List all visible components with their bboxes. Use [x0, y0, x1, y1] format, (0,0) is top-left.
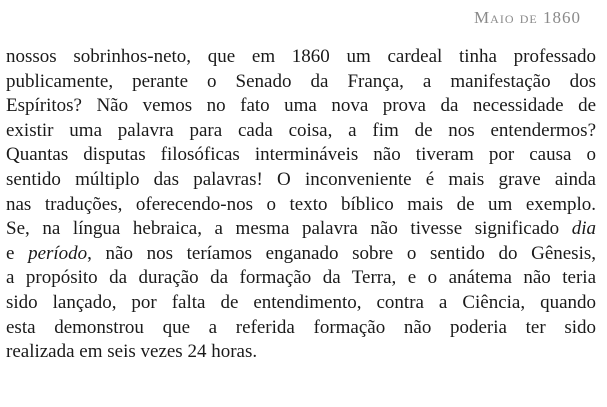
text-line-with-italic: [6, 217, 596, 242]
text-line: esta demonstrou que a referida formação não poderia ter sido: [6, 316, 596, 338]
text-line: a propósito da duração da formação da Terra, e o anátema não teria: [6, 267, 596, 289]
text-line: nossos sobrinhos-neto, que em 1860 um cardeal tinha professado: [6, 46, 596, 67]
italic-term-dia: dia: [571, 218, 596, 240]
text-line-with-italic: [6, 242, 596, 267]
text-line: sentido múltiplo das palavras! O inconveniente é mais grave ainda: [6, 168, 596, 190]
text-line-last: realizada em seis vezes 24 horas.: [6, 341, 258, 363]
running-header: Maio de 1860: [474, 8, 581, 27]
italic-term-periodo: período: [28, 242, 88, 264]
body-paragraph: [6, 45, 596, 365]
text-line: Espíritos? Não vemos no fato uma nova prova da necessidade de: [6, 95, 596, 117]
text-segment: Se, na língua hebraica, a mesma palavra não tivesse significado: [6, 218, 572, 240]
text-line: publicamente, perante o Senado da França, a manifestação dos: [6, 70, 596, 92]
text-segment: e: [6, 242, 29, 264]
text-line: existir uma palavra para cada coisa, a fim de nos entendermos?: [6, 119, 596, 141]
text-line: sido lançado, por falta de entendimento, contra a Ciência, quando: [6, 291, 596, 313]
text-line: Quantas disputas filosóficas intermináveis não tiveram por causa o: [6, 144, 596, 166]
text-line: nas traduções, oferecendo-nos o texto bíblico mais de um exemplo.: [6, 193, 596, 215]
text-segment: , não nos teríamos enganado sobre o sentido do Gênesis,: [87, 242, 596, 264]
